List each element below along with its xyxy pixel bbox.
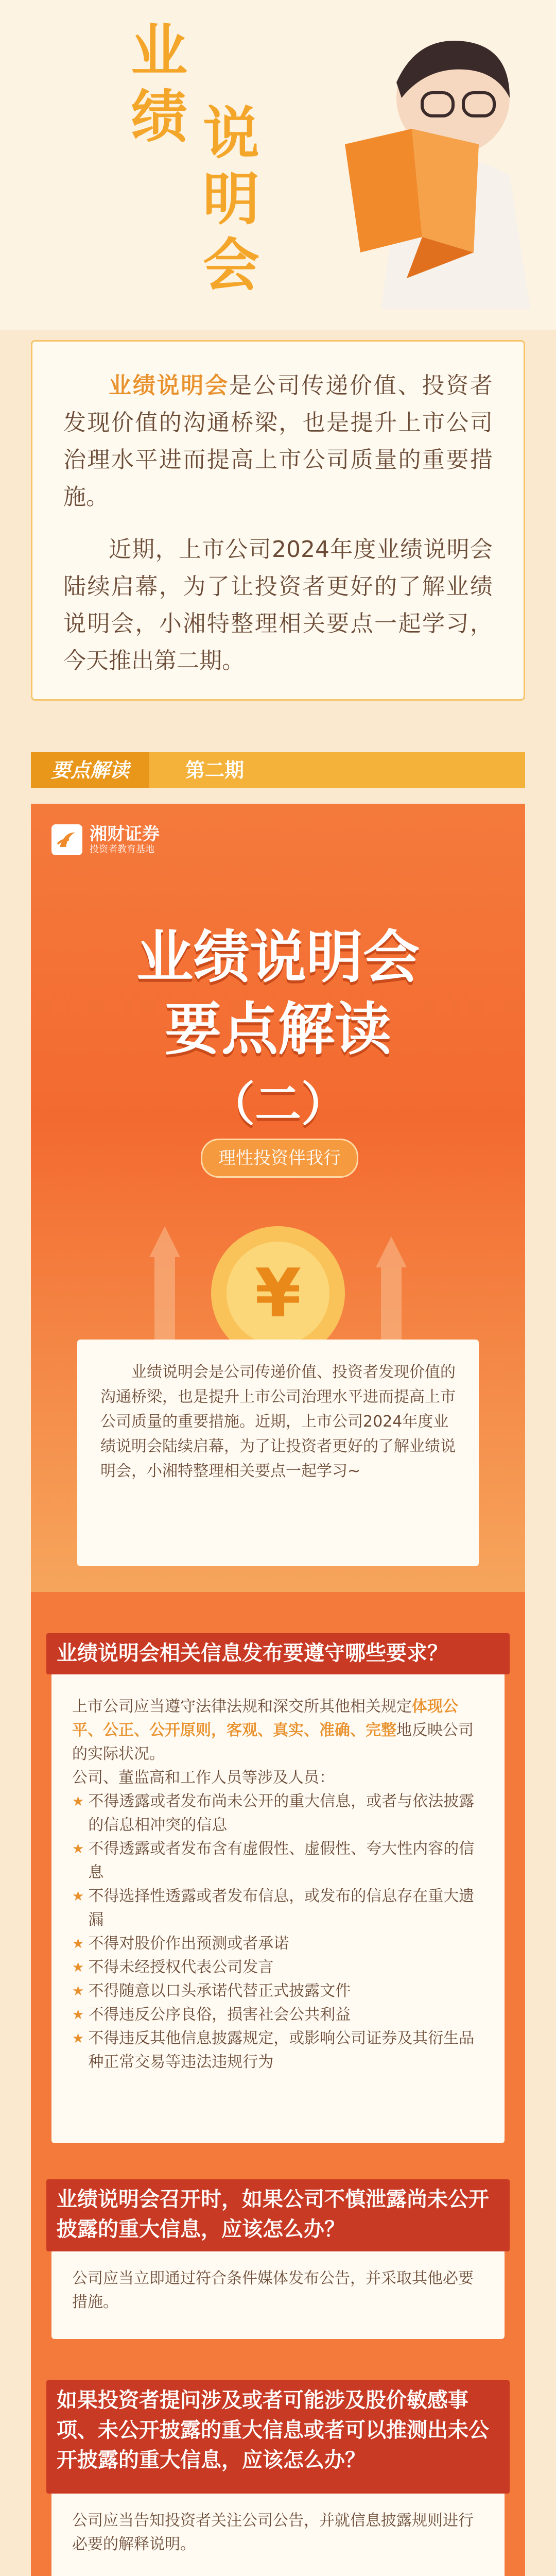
intro-paragraph-1-text: 是公司传递价值、投资者发现价值的沟通桥梁，也是提升上市公司治理水平进而提高上市公司质量的重要措施。 bbox=[63, 372, 493, 510]
list-item bbox=[72, 2027, 484, 2074]
qa-item-1 bbox=[51, 1641, 505, 2143]
section-banner bbox=[31, 752, 525, 788]
list-item bbox=[72, 1956, 484, 1979]
qa-question-3: 如果投资者提问涉及或者可能涉及股价敏感事项、未公开披露的重大信息或者可以推测出未公开披露的重大信息，应该怎么办？ bbox=[46, 2380, 510, 2494]
star-icon: ★ bbox=[72, 2031, 84, 2046]
intro-paragraph-1 bbox=[63, 367, 493, 516]
list-item-text: 不得违反公序良俗，损害社会公共利益 bbox=[88, 2006, 351, 2024]
intro-paragraph-2: 近期，上市公司2024年度业绩说明会陆续启幕，为了让投资者更好的了解业绩说明会，小湘特整理相关要点一起学习，今天推出第二期。 bbox=[63, 536, 493, 674]
star-icon: ★ bbox=[72, 2007, 84, 2023]
qa-answer-1-intro-a: 上市公司应当遵守法律法规和深交所其他相关规定 bbox=[72, 1698, 412, 1716]
qa-answer-1-intro-em: 体现公平、公正、公开原则，客观、真实、准确、完整 bbox=[72, 1698, 458, 1739]
qa-answer-2: 公司应当立即通过符合条件媒体发布公告，并采取其他必要措施。 bbox=[72, 2269, 474, 2311]
poster-summary-card: 业绩说明会是公司传递价值、投资者发现价值的沟通桥梁，也是提升上市公司治理水平进而提高上市公司质量的重要措施。近期，上市公司2024年度业绩说明会陆续启幕，为了让投资者更好的了解业绩说明会，小湘特整理相关要点一起学习~ bbox=[77, 1340, 479, 1566]
star-icon: ★ bbox=[72, 1794, 84, 1809]
qa-question-1: 业绩说明会相关信息发布要遵守哪些要求？ bbox=[46, 1633, 510, 1674]
section-tag: 要点解读 bbox=[31, 752, 149, 788]
star-icon: ★ bbox=[72, 1984, 84, 1999]
intro-highlight: 业绩说明会 bbox=[109, 372, 229, 399]
list-item bbox=[72, 1790, 484, 1837]
list-item-text: 不得违反其他信息披露规定，或影响公司证券及其衍生品种正常交易等违法违规行为 bbox=[88, 2029, 475, 2071]
hero-banner bbox=[0, 0, 556, 330]
poster-logo-name: 湘财证券 bbox=[90, 824, 160, 845]
qa-answer-1 bbox=[72, 1695, 484, 2074]
svg-text:¥: ¥ bbox=[254, 1254, 302, 1332]
qa-answer-1-intro-b: 地反映公司的实际状况。 bbox=[72, 1721, 474, 1763]
list-item bbox=[72, 1932, 484, 1956]
star-icon: ★ bbox=[72, 1889, 84, 1904]
qa-item-3 bbox=[51, 2388, 505, 2576]
brand-logo-icon bbox=[51, 824, 82, 855]
poster-title-2: 要点解读 bbox=[165, 996, 391, 1062]
section-subtitle: 第二期 bbox=[185, 759, 245, 782]
list-item bbox=[72, 1837, 484, 1885]
star-icon: ★ bbox=[72, 1960, 84, 1975]
qa-answer-3: 公司应当告知投资者关注公司公告，并就信息披露规则进行必要的解释说明。 bbox=[72, 2512, 474, 2553]
list-item-text: 不得对股价作出预测或者承诺 bbox=[88, 1935, 289, 1953]
hero-title-2: 说明会 bbox=[194, 103, 259, 301]
list-item-text: 不得选择性透露或者发布信息，或发布的信息存在重大遗漏 bbox=[88, 1887, 475, 1929]
reader-illustration bbox=[324, 21, 541, 309]
list-item-text: 不得未经授权代表公司发言 bbox=[88, 1958, 274, 1976]
hero-title-1: 业绩 bbox=[121, 21, 187, 152]
star-icon: ★ bbox=[72, 1841, 84, 1857]
list-item bbox=[72, 1979, 484, 2003]
list-item-text: 不得透露或者发布含有虚假性、虚假性、夸大性内容的信息 bbox=[88, 1840, 475, 1882]
intro-card bbox=[31, 340, 525, 701]
qa-item-2 bbox=[51, 2188, 505, 2339]
qa-question-2: 业绩说明会召开时，如果公司不慎泄露尚未公开披露的重大信息，应该怎么办？ bbox=[46, 2179, 510, 2251]
qa-answer-1-lead: 公司、董监高和工作人员等涉及人员： bbox=[72, 1769, 335, 1787]
qa-section bbox=[31, 1592, 525, 2576]
poster-title-3: （二） bbox=[208, 1077, 348, 1131]
star-icon: ★ bbox=[72, 1936, 84, 1952]
list-item-text: 不得透露或者发布尚未公开的重大信息，或者与依法披露的信息相冲突的信息 bbox=[88, 1792, 475, 1834]
list-item bbox=[72, 2003, 484, 2027]
list-item-text: 不得随意以口头承诺代替正式披露文件 bbox=[88, 1982, 351, 2000]
poster-logo bbox=[51, 824, 160, 855]
poster-logo-sub: 投资者教育基地 bbox=[90, 843, 154, 855]
poster-title-1: 业绩说明会 bbox=[136, 924, 420, 990]
poster-pill: 理性投资伴我行 bbox=[201, 1139, 358, 1178]
list-item bbox=[72, 1885, 484, 1932]
qa-answer-1-intro bbox=[72, 1695, 484, 1766]
